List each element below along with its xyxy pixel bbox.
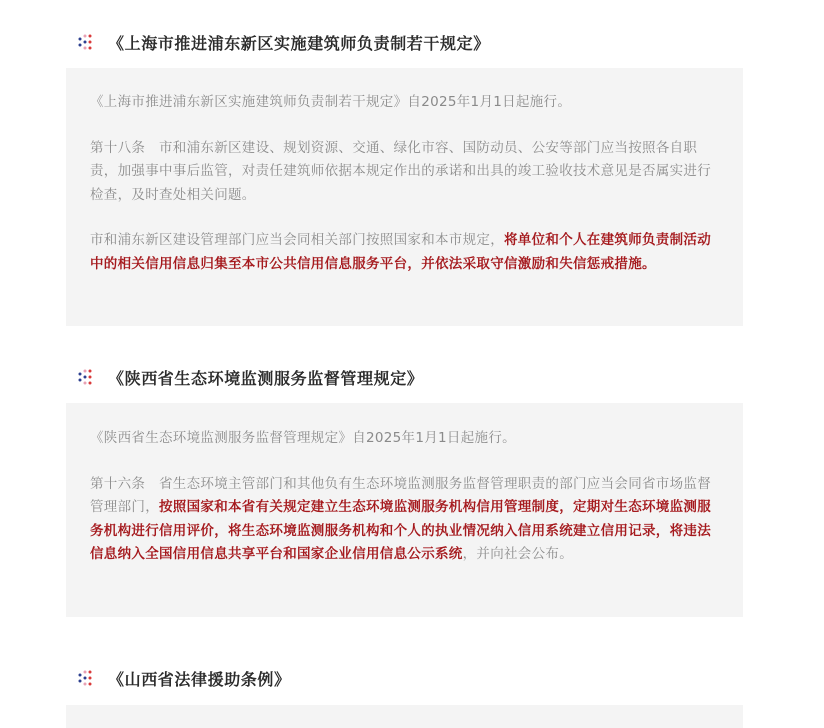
highlighted-text: 按照国家和本省有关规定建立生态环境监测服务机构信用管理制度，定期对生态环境监测服务机构进行信用评价，将生态环境监测服务机构和个人的执业情况纳入信用系统建立信用记录，将违法信息纳入全国信用信息共享平台和国家企业信用信息公示系统 — [90, 499, 711, 562]
intro-paragraph: 《上海市推进浦东新区实施建筑师负责制若干规定》自2025年1月1日起施行。 — [90, 94, 572, 110]
dots-grid-icon — [78, 670, 94, 686]
plain-text: ，并向社会公布。 — [462, 546, 574, 562]
dots-grid-icon — [78, 369, 94, 385]
section-heading-shaanxi — [78, 367, 423, 387]
article-paragraph: 第十八条 市和浦东新区建设、规划资源、交通、绿化市容、国防动员、公安等部门应当按照各自职责，加强事中事后监管，对责任建筑师依据本规定作出的承诺和出具的竣工验收技术意见是否属实进行检查，及时查处相关问题。 — [90, 139, 711, 203]
section-title: 《陕西省生态环境监测服务监督管理规定》 — [108, 368, 424, 388]
content-card-shaanxi — [66, 403, 743, 617]
article-paragraph — [90, 229, 719, 276]
highlighted-text: 将单位和个人在建筑师负责制活动中的相关信用信息归集至本市公共信用信息服务平台，并依法采取守信激励和失信惩戒措施。 — [90, 232, 711, 272]
section-title: 《上海市推进浦东新区实施建筑师负责制若干规定》 — [108, 33, 490, 53]
dots-grid-icon — [78, 34, 94, 50]
plain-text: 市和浦东新区建设管理部门应当会同相关部门按照国家和本市规定， — [90, 232, 504, 248]
section-heading-shanghai — [78, 32, 490, 52]
article-paragraph — [90, 473, 719, 567]
section-heading-shanxi — [78, 668, 291, 688]
intro-paragraph: 《陕西省生态环境监测服务监督管理规定》自2025年1月1日起施行。 — [90, 430, 516, 446]
section-title: 《山西省法律援助条例》 — [108, 669, 291, 689]
plain-text: 第十六条 省生态环境主管部门和其他负有生态环境监测服务监督管理职责的部门应当会同省市场监督管理部门， — [90, 475, 711, 515]
content-card-shanxi — [66, 705, 743, 728]
content-card-shanghai — [66, 68, 743, 326]
